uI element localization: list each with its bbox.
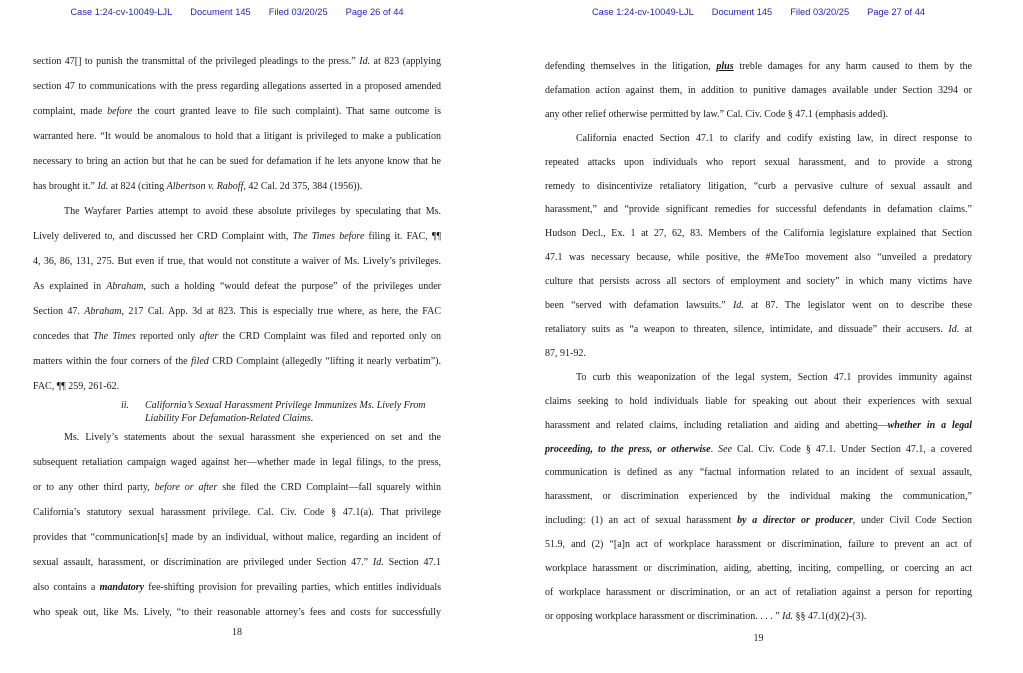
text-line: warranted here. “It would be anomalous to hold that a litigant is privileged to make a publication bbox=[33, 131, 441, 142]
case-number: Case 1:24-cv-10049-LJL bbox=[70, 7, 173, 17]
filed-date: Filed 03/20/25 bbox=[268, 7, 328, 17]
text-line: harassment, or discrimination experienced by the individual making the communication,” bbox=[545, 491, 972, 503]
heading-numeral bbox=[121, 412, 145, 425]
text-line: workplace harassment or discrimination, aiding, abetting, inciting, compelling, or coercing an act bbox=[545, 563, 972, 575]
text-line: including: (1) an act of sexual harassment by a director or producer, under Civil Code Section bbox=[545, 515, 973, 527]
page-of-pages: Page 26 of 44 bbox=[345, 7, 404, 17]
text-line: As explained in Abraham, such a holding “would defeat the purpose” of the privileges under bbox=[33, 281, 441, 292]
text-line: or opposing workplace harassment or discrimination. . . . ” Id. §§ 47.1(d)(2)-(3). bbox=[545, 610, 867, 622]
text-line: also contains a mandatory fee-shifting provision for prevailing parties, which entitles individuals bbox=[33, 582, 441, 593]
text-line: section 47 to communications with the press regarding allegations asserted in a proposed amended bbox=[33, 81, 441, 92]
page-body bbox=[33, 49, 441, 625]
document-number: Document 145 bbox=[190, 7, 251, 17]
text-line: sexual assault, harassment, or discrimination are privileged under Section 47.” Id. Section 47.1 bbox=[33, 557, 441, 568]
text-line: 4, 36, 86, 131, 275. But even if true, that would not constitute a waiver of Ms. Lively’s privileges. bbox=[33, 256, 441, 267]
text-line: any other relief otherwise permitted by law.” Cal. Civ. Code § 47.1 (emphasis added). bbox=[545, 108, 889, 120]
text-line: FAC, ¶¶ 259, 261-62. bbox=[33, 381, 120, 392]
text-line: complaint, made before the court granted leave to file such complaint). That same outcome is bbox=[33, 106, 441, 117]
text-line: been “served with defamation lawsuits.” Id. at 87. The legislator went on to describe these bbox=[545, 300, 973, 312]
text-line: Ms. Lively’s statements about the sexual harassment she experienced on set and the bbox=[64, 432, 441, 443]
text-line: 51.9, and (2) “[a]n act of workplace harassment or discrimination, failure to prevent an act of bbox=[545, 539, 972, 551]
text-line: claims seeking to hold individuals liable for speaking out about their experiences with sexual bbox=[545, 395, 972, 407]
text-line: Hudson Decl., Ex. 1 at 27, 62, 83. Members of the California legislature explained that Section bbox=[545, 228, 972, 240]
heading-line bbox=[33, 399, 441, 412]
court-stamp-header bbox=[545, 7, 972, 17]
heading-text: Liability For Defamation-Related Claims. bbox=[145, 413, 314, 424]
text-line: matters within the four corners of the filed CRD Complaint (allegedly “lifting it nearly verbatim”). bbox=[33, 356, 441, 367]
text-line: California enacted Section 47.1 to clarify and codify existing law, in direct response to bbox=[576, 132, 972, 144]
page-number: 19 bbox=[753, 633, 764, 644]
page-of-pages: Page 27 of 44 bbox=[867, 7, 926, 17]
text-line: 87, 91-92. bbox=[545, 347, 586, 359]
text-line: proceeding, to the press, or otherwise. See Cal. Civ. Code § 47.1. Under Section 47.1, a covered bbox=[545, 443, 973, 455]
page-body bbox=[545, 55, 972, 629]
document-number: Document 145 bbox=[711, 7, 773, 17]
text-line: of workplace harassment or discrimination, or an act of retaliation against a person for reporting bbox=[545, 586, 972, 598]
text-line: necessary to bring an action but that he can be sued for defamation if he lets anyone know that he bbox=[33, 156, 441, 167]
page-26 bbox=[0, 0, 511, 673]
text-line: provides that “communication[s] made by an individual, without malice, regarding an incident of bbox=[33, 532, 441, 543]
text-line: defamation action against them, in addition to punitive damages available under Section 3294 or bbox=[545, 84, 972, 96]
text-line: harassment and related claims, including retaliation and aiding and abetting—whether in a legal bbox=[545, 419, 972, 431]
page-number: 18 bbox=[232, 627, 242, 638]
text-line: To curb this weaponization of the legal system, Section 47.1 provides immunity against bbox=[576, 371, 972, 383]
court-stamp-header bbox=[33, 7, 441, 17]
text-line: communication is defined as any “factual information related to an incident of sexual assault, bbox=[545, 467, 972, 479]
heading-numeral: ii. bbox=[121, 400, 130, 411]
text-line: 47.1 was necessary because, while positive, the #MeToo movement also “unveiled a predatory bbox=[545, 252, 972, 264]
text-line: Lively delivered to, and discussed her CRD Complaint with, The Times before filing it. FAC, ¶¶ bbox=[33, 231, 441, 242]
text-line: or to any other third party, before or after she filed the CRD Complaint—fall squarely within bbox=[33, 482, 441, 493]
text-line: harassment,” and “provide significant remedies for successful defendants in defamation claims.” bbox=[545, 204, 972, 216]
text-line: defending themselves in the litigation, plus treble damages for any harm caused to them by the bbox=[545, 61, 972, 72]
text-line: section 47[] to punish the transmittal of the privileged pleadings to the press.” Id. at 823 (applying bbox=[33, 56, 441, 67]
text-line: who speak out, like Ms. Lively, “to their reasonable attorney’s fees and costs for successfully bbox=[33, 607, 441, 618]
text-line: retaliatory suits as “a weapon to threaten, silence, intimidate, and dissuade” their accusers. Id. at bbox=[545, 323, 972, 335]
heading-line bbox=[33, 412, 441, 425]
text-line: repeated attacks upon individuals who report sexual harassment, and to provide a strong bbox=[545, 156, 972, 168]
text-line: remedy to disincentivize retaliatory litigation, “curb a pervasive culture of sexual assault and bbox=[545, 180, 972, 192]
text-line: subsequent retaliation campaign waged against her—whether made in legal filings, to the press, bbox=[33, 457, 441, 468]
filed-date: Filed 03/20/25 bbox=[790, 7, 850, 17]
page-27 bbox=[511, 0, 1022, 673]
text-line: The Wayfarer Parties attempt to avoid these absolute privileges by speculating that Ms. bbox=[64, 206, 441, 217]
heading-text: California’s Sexual Harassment Privilege Immunizes Ms. Lively From bbox=[145, 400, 426, 411]
text-line: Section 47. Abraham, 217 Cal. App. 3d at 823. This is especially true where, as here, the FAC bbox=[33, 306, 441, 317]
text-line: California’s statutory sexual harassment privilege. Cal. Civ. Code § 47.1(a). That privilege bbox=[33, 507, 441, 518]
text-line: culture that persists across all sectors of employment and society” in which many victims have bbox=[545, 276, 972, 288]
text-line: has brought it.” Id. at 824 (citing Albertson v. Raboff, 42 Cal. 2d 375, 384 (1956)). bbox=[33, 181, 363, 192]
section-heading bbox=[33, 399, 441, 425]
case-number: Case 1:24-cv-10049-LJL bbox=[591, 7, 694, 17]
text-line: concedes that The Times reported only after the CRD Complaint was filed and reported only on bbox=[33, 331, 442, 342]
